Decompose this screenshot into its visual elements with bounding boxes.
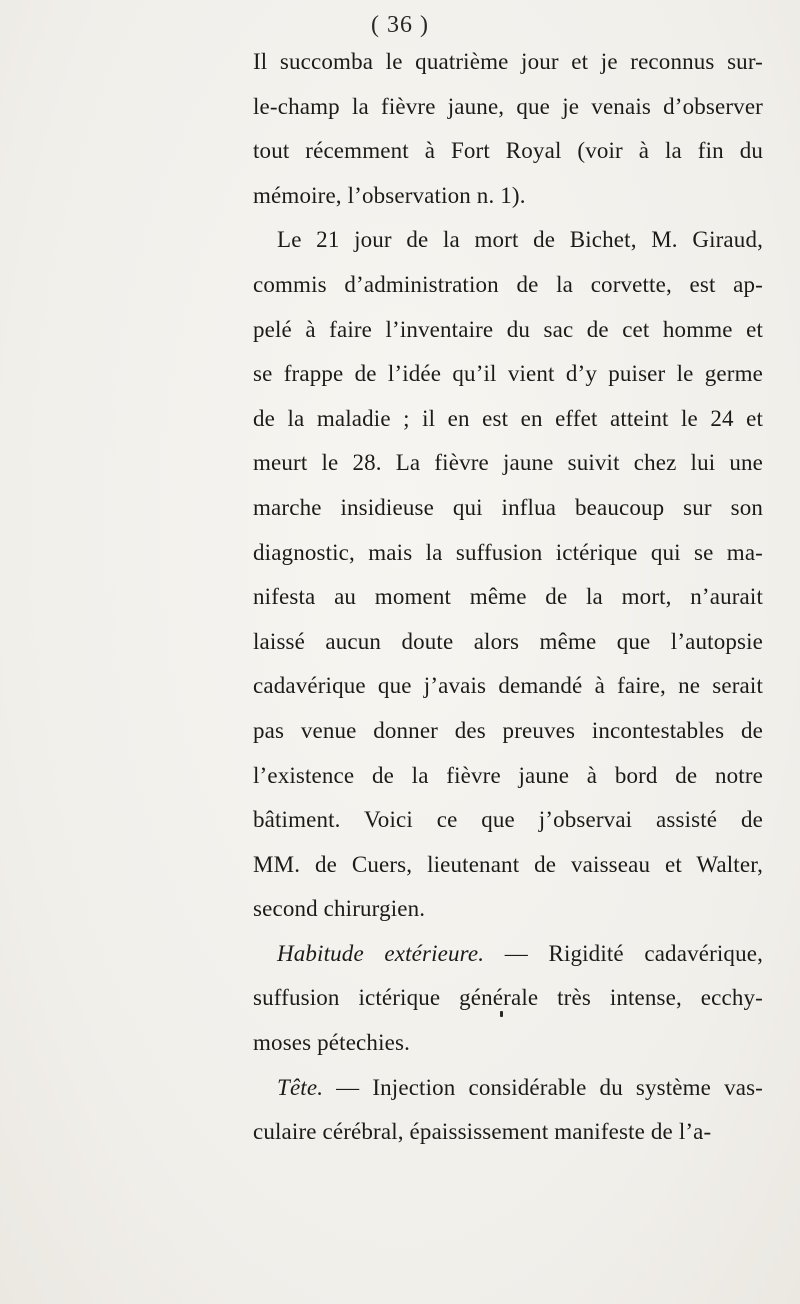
text-line: second chirurgien. [253, 896, 426, 922]
text-line [253, 1066, 763, 1111]
text-line: commis d’administration de la corvette, est ap- [253, 271, 763, 297]
text-line: bâtiment. Voici ce que j’observai assisté de [253, 807, 763, 833]
text-line: nifesta au moment même de la mort, n’aurait [253, 584, 763, 610]
text-line: le-champ la fièvre jaune, que je venais d’observer [253, 93, 763, 119]
text-line: MM. de Cuers, lieutenant de vaisseau et Walter, [253, 851, 763, 877]
text-line: pas venue donner des preuves incontestables de [253, 717, 763, 743]
text-line: de la maladie ; il en est en effet atteint le 24 et [253, 405, 763, 431]
text-line [253, 932, 763, 977]
text-line: tout récemment à Fort Royal (voir à la fin du [253, 138, 763, 164]
text-line: meurt le 28. La fièvre jaune suivit chez lui une [253, 450, 763, 476]
text-run: — Rigidité cadavérique, [484, 940, 763, 966]
text-line: Le 21 jour de la mort de Bichet, M. Giraud, [277, 227, 763, 253]
text-line: Il succomba le quatrième jour et je reconnus sur- [253, 49, 763, 74]
text-line: pelé à faire l’inventaire du sac de cet homme et [253, 316, 763, 342]
text-line: se frappe de l’idée qu’il vient d’y puiser le germe [253, 361, 763, 387]
section-heading: Tête. [277, 1074, 324, 1100]
text-line: laissé aucun doute alors même que l’autopsie [253, 628, 763, 654]
text-line: marche insidieuse qui influa beaucoup sur son [253, 494, 763, 520]
text-line: culaire cérébral, épaississement manifeste de l’a- [253, 1119, 712, 1145]
text-line: cadavérique que j’avais demandé à faire, ne serait [253, 673, 763, 699]
body-text [253, 40, 763, 1155]
section-heading: Habitude extérieure. [277, 940, 485, 966]
text-line: mémoire, l’observation n. 1). [253, 182, 526, 208]
text-line: suffusion ictérique générale très intense, ecchy- [253, 985, 763, 1011]
text-line: diagnostic, mais la suffusion ictérique qui se ma- [253, 539, 763, 565]
text-run: — Injection considérable du système vas- [323, 1074, 763, 1100]
text-line: moses pétechies. [253, 1030, 410, 1056]
page-number: ( 36 ) [371, 12, 429, 38]
ink-speck [500, 1011, 503, 1017]
text-line: l’existence de la fièvre jaune à bord de notre [253, 762, 763, 788]
